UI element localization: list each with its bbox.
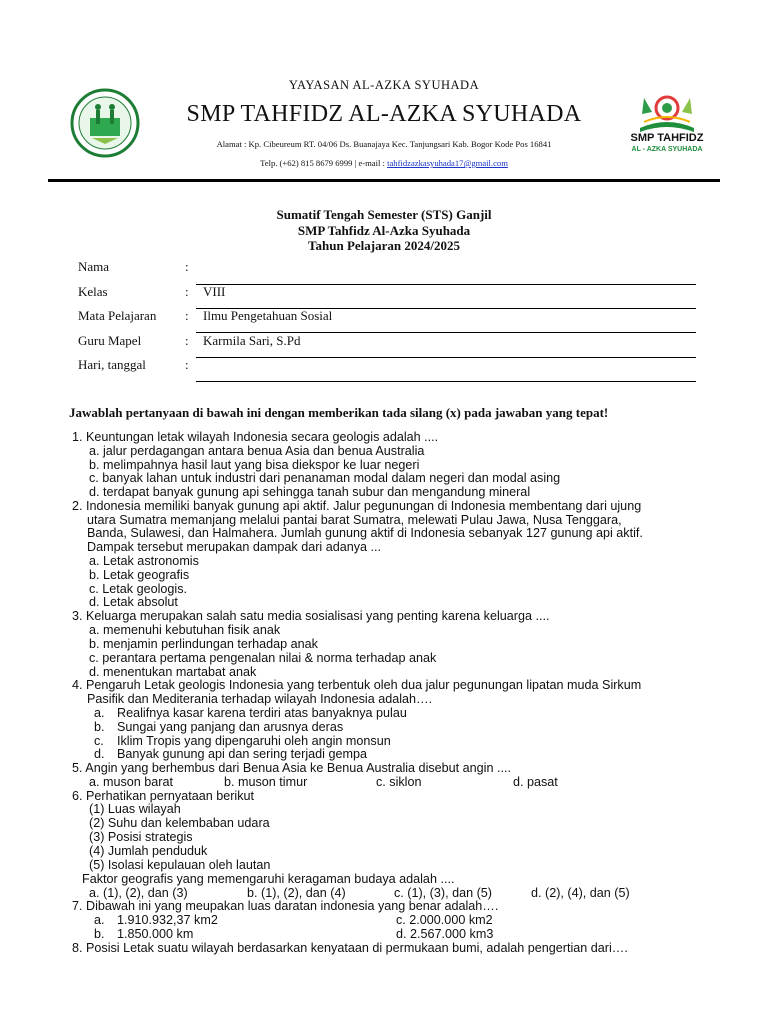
- exam-title: [0, 207, 768, 254]
- q4-option-d-letter: d.: [94, 747, 105, 761]
- identity-colon: :: [185, 357, 189, 372]
- q7-option-d[interactable]: d. 2.567.000 km3: [396, 927, 494, 941]
- identity-underline: [196, 357, 696, 358]
- q7-option-c[interactable]: c. 2.000.000 km2: [396, 913, 493, 927]
- q7-option-b[interactable]: 1.850.000 km: [117, 927, 194, 941]
- identity-colon: :: [185, 333, 189, 348]
- exam-title-line1: Sumatif Tengah Semester (STS) Ganjil: [276, 207, 492, 222]
- q6-option-a[interactable]: a. (1), (2), dan (3): [89, 886, 188, 900]
- identity-colon: :: [185, 259, 189, 274]
- q7-option-a-letter: a.: [94, 913, 105, 927]
- q3-option-c[interactable]: c. perantara pertama pengenalan nilai & norma terhadap anak: [89, 651, 437, 665]
- q4-option-b[interactable]: Sungai yang panjang dan arusnya deras: [117, 720, 344, 734]
- question-8: 8. Posisi Letak suatu wilayah berdasarkan kenyataan di permukaan bumi, adalah pengertian dari….: [72, 941, 628, 955]
- q1-option-c[interactable]: c. banyak lahan untuk industri dari penanaman modal dalam negeri dan modal asing: [89, 471, 561, 485]
- q1-option-d[interactable]: d. terdapat banyak gunung api sehingga tanah subur dan mengandung mineral: [89, 485, 531, 499]
- identity-underline: [196, 284, 696, 285]
- identity-value[interactable]: Karmila Sari, S.Pd: [203, 333, 301, 348]
- school-logo-right: [622, 92, 712, 158]
- q6-stem: Faktor geografis yang memengaruhi keragaman budaya adalah ....: [82, 872, 455, 886]
- school-name: SMP TAHFIDZ AL-AZKA SYUHADA: [186, 101, 582, 127]
- q5-option-c[interactable]: c. siklon: [376, 775, 422, 789]
- question-1: 1. Keuntungan letak wilayah Indonesia secara geologis adalah ....: [72, 430, 439, 444]
- q6-option-d[interactable]: d. (2), (4), dan (5): [531, 886, 630, 900]
- q4-option-d[interactable]: Banyak gunung api dan sering terjadi gempa: [117, 747, 367, 761]
- q5-option-d[interactable]: d. pasat: [513, 775, 558, 789]
- logo-right-subtitle: AL - AZKA SYUHADA: [631, 146, 703, 153]
- exam-title-line3: Tahun Pelajaran 2024/2025: [308, 238, 460, 253]
- q4-option-c-letter: c.: [94, 734, 104, 748]
- identity-colon: :: [185, 284, 189, 299]
- q6-statement-4: (4) Jumlah penduduk: [89, 844, 208, 858]
- question-5: 5. Angin yang berhembus dari Benua Asia ke Benua Australia disebut angin ....: [72, 761, 511, 775]
- q5-option-a[interactable]: a. muson barat: [89, 775, 174, 789]
- identity-underline: [196, 381, 696, 382]
- q6-statement-3: (3) Posisi strategis: [89, 830, 193, 844]
- identity-label: Guru Mapel: [78, 333, 142, 348]
- question-2-line2: utara Sumatra memanjang melalui pantai barat Sumatra, melewati Pulau Jawa, Nusa Tenggara,: [87, 513, 622, 527]
- q2-option-a[interactable]: a. Letak astronomis: [89, 554, 199, 568]
- identity-label: Hari, tanggal: [78, 357, 146, 372]
- q3-option-d[interactable]: d. menentukan martabat anak: [89, 665, 257, 679]
- q4-option-a-letter: a.: [94, 706, 105, 720]
- q6-statement-5: (5) Isolasi kepulauan oleh lautan: [89, 858, 271, 872]
- question-6: 6. Perhatikan pernyataan berikut: [72, 789, 255, 803]
- q5-option-b[interactable]: b. muson timur: [224, 775, 308, 789]
- school-address: Alamat : Kp. Cibeureum RT. 04/06 Ds. Buanajaya Kec. Tanjungsari Kab. Bogor Kode Pos 16841: [216, 139, 552, 149]
- email-link[interactable]: tahfidzazkasyuhada17@gmail.com: [387, 158, 508, 168]
- q4-option-a[interactable]: Realifnya kasar karena terdiri atas banyaknya pulau: [117, 706, 407, 720]
- identity-value[interactable]: VIII: [203, 284, 226, 299]
- q2-option-b[interactable]: b. Letak geografis: [89, 568, 190, 582]
- identity-label: Mata Pelajaran: [78, 308, 157, 323]
- identity-label: Kelas: [78, 284, 108, 299]
- q6-statement-2: (2) Suhu dan kelembaban udara: [89, 816, 270, 830]
- q4-option-b-letter: b.: [94, 720, 105, 734]
- q1-option-a[interactable]: a. jalur perdagangan antara benua Asia dan benua Australia: [89, 444, 425, 458]
- q1-option-b[interactable]: b. melimpahnya hasil laut yang bisa diekspor ke luar negeri: [89, 458, 420, 472]
- q4-option-c[interactable]: Iklim Tropis yang dipengaruhi oleh angin monsun: [117, 734, 391, 748]
- logo-right-title: SMP TAHFIDZ: [630, 132, 704, 144]
- question-4-line2: Pasifik dan Mediterania terhadap wilayah Indonesia adalah….: [87, 692, 433, 706]
- q2-option-d[interactable]: d. Letak absolut: [89, 595, 178, 609]
- question-2-line4: Dampak tersebut merupakan dampak dari adanya ...: [87, 540, 382, 554]
- identity-label: Nama: [78, 259, 110, 274]
- question-7: 7. Dibawah ini yang meupakan luas daratan indonesia yang benar adalah….: [72, 899, 499, 913]
- q2-option-c[interactable]: c. Letak geologis.: [89, 582, 188, 596]
- q6-statement-1: (1) Luas wilayah: [89, 802, 181, 816]
- identity-colon: :: [185, 308, 189, 323]
- question-2-line3: Banda, Sulawesi, dan Halmahera. Jumlah gunung aktif di Indonesia sebanyak 127 gunung api aktif.: [87, 526, 643, 540]
- foundation-name: YAYASAN AL-AZKA SYUHADA: [288, 78, 480, 92]
- header-divider: [48, 179, 720, 182]
- question-2-line1: 2. Indonesia memiliki banyak gunung api aktif. Jalur pegunungan di Indonesia membentang dari ujung: [72, 499, 642, 513]
- q6-option-c[interactable]: c. (1), (3), dan (5): [394, 886, 492, 900]
- q6-option-b[interactable]: b. (1), (2), dan (4): [247, 886, 346, 900]
- school-contact: [0, 158, 768, 168]
- q3-option-a[interactable]: a. memenuhi kebutuhan fisik anak: [89, 623, 281, 637]
- question-3: 3. Keluarga merupakan salah satu media sosialisasi yang penting karena keluarga ....: [72, 609, 550, 623]
- q7-option-b-letter: b.: [94, 927, 105, 941]
- q7-option-a[interactable]: 1.910.932,37 km2: [117, 913, 218, 927]
- instruction-text: Jawablah pertanyaan di bawah ini dengan memberikan tada silang (x) pada jawaban yang tepat!: [69, 405, 609, 420]
- question-4-line1: 4. Pengaruh Letak geologis Indonesia yang terbentuk oleh dua jalur pegunungan lipatan muda Sirkum: [72, 678, 642, 692]
- identity-value[interactable]: Ilmu Pengetahuan Sosial: [203, 308, 333, 323]
- q3-option-b[interactable]: b. menjamin perlindungan terhadap anak: [89, 637, 318, 651]
- exam-title-line2: SMP Tahfidz Al-Azka Syuhada: [297, 222, 471, 238]
- contact-phone: Telp. (+62) 815 8679 6999 | e-mail :: [260, 158, 388, 168]
